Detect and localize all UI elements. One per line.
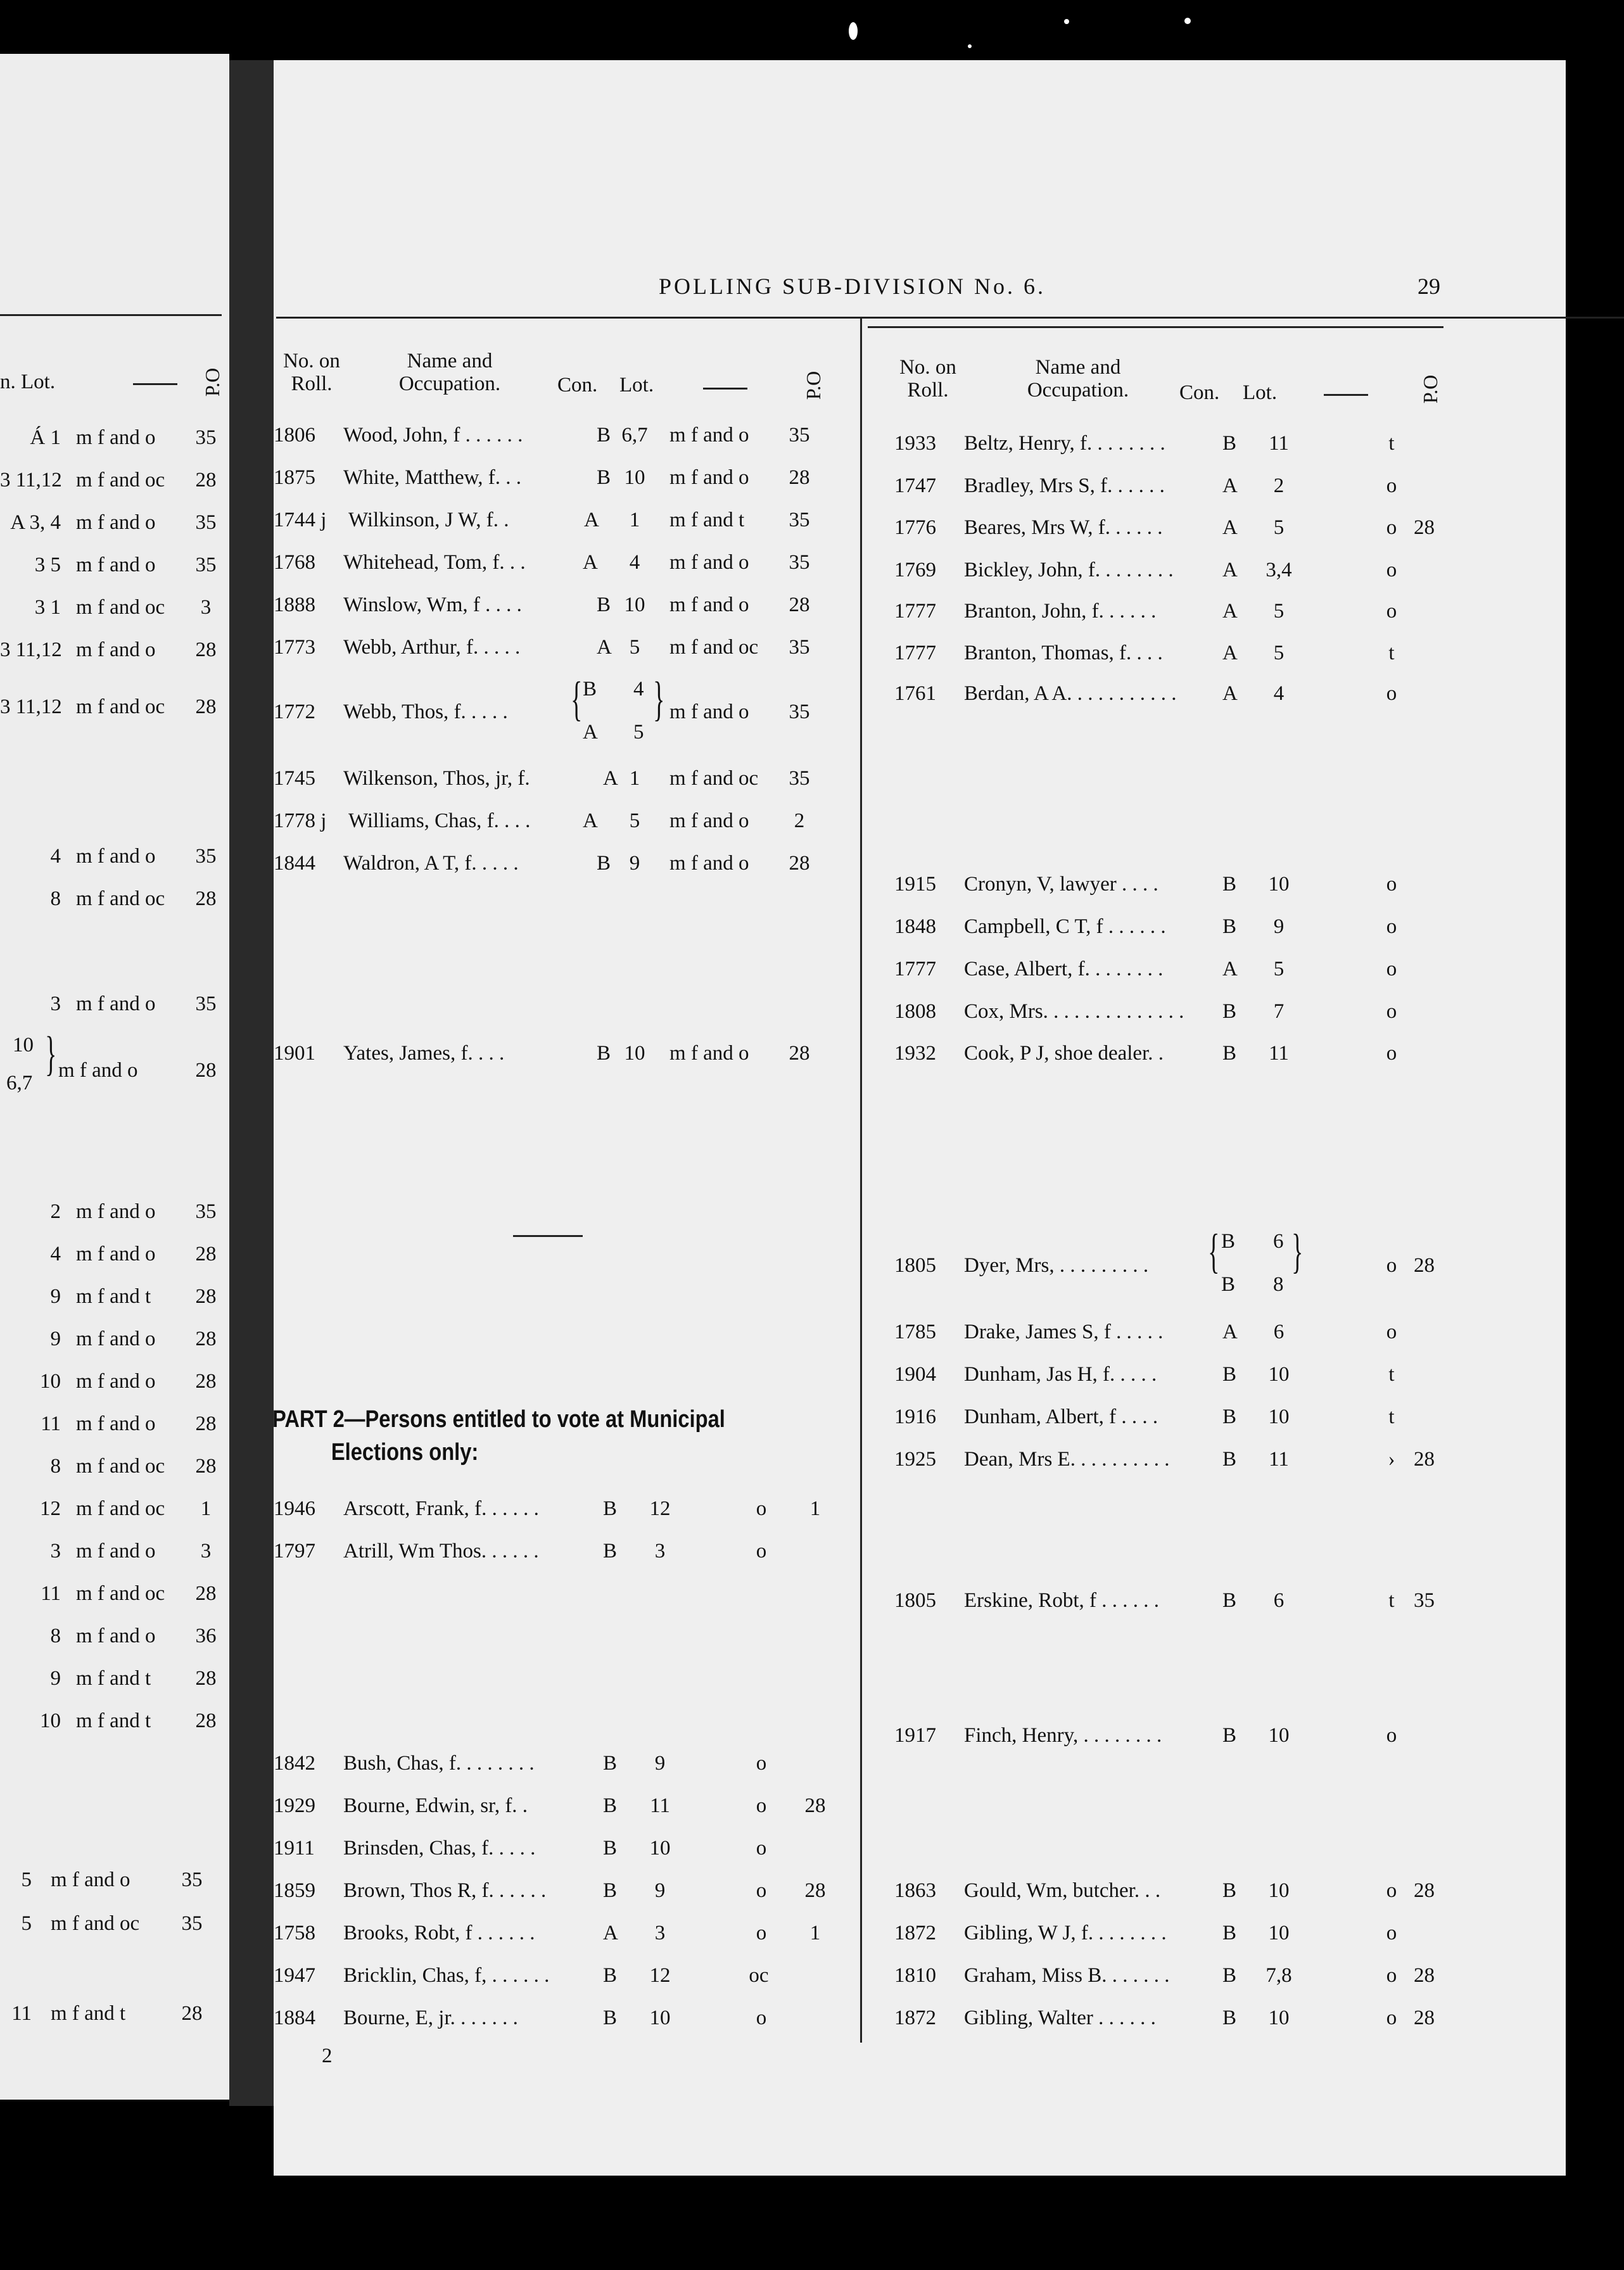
table-row: 1932 Cook, P J, shoe dealer. . B 11 o — [894, 1042, 1397, 1065]
table-row: 1884 Bourne, E, jr. . . . . . . B 10 o — [274, 2007, 767, 2029]
table-row: 1872 Gibling, W J, f. . . . . . . . B 10 o — [894, 1922, 1397, 1944]
table-row: 1776 Beares, Mrs W, f. . . . . . A 5 o 28 — [894, 516, 1435, 539]
curly-brace-icon: } — [1291, 1225, 1304, 1278]
table-row: 1872 Gibling, Walter . . . . . . B 10 o 28 — [894, 2007, 1435, 2029]
name-header: Name and Occupation. — [398, 350, 501, 395]
lot-header: Lot. — [1243, 381, 1278, 404]
table-row: 1773 Webb, Arthur, f. . . . . A 5 m f and oc 35 — [274, 636, 810, 659]
po-header: P.O — [1419, 374, 1442, 404]
dash-header — [703, 388, 747, 390]
po-header: P.O — [802, 371, 825, 400]
table-row: 1777 Branton, Thomas, f. . . . A 5 t — [894, 642, 1395, 664]
curly-brace-icon: } — [653, 673, 665, 726]
table-row: 1768 Whitehead, Tom, f. . . A 4 m f and o 35 — [274, 551, 810, 574]
table-row: 1901 Yates, James, f. . . . B 10 m f and o 28 — [274, 1042, 810, 1065]
dash-header — [133, 383, 177, 385]
header-rule — [0, 314, 222, 316]
table-row: 1904 Dunham, Jas H, f. . . . . B 10 t — [894, 1363, 1395, 1386]
table-row: 1915 Cronyn, V, lawyer . . . . B 10 o — [894, 873, 1397, 896]
lot-header: Lot. — [619, 374, 654, 396]
table-row: 1888 Winslow, Wm, f . . . . B 10 m f and o 28 — [274, 593, 810, 616]
brace-lot: 6,7 — [6, 1072, 33, 1094]
curly-brace-icon: } — [45, 1027, 57, 1081]
table-row: 1797 Atrill, Wm Thos. . . . . . B 3 o — [274, 1540, 767, 1563]
scan-speck — [1184, 18, 1191, 24]
table-row: 1911 Brinsden, Chas, f. . . . . B 10 o — [274, 1837, 767, 1860]
table-row: 1806 Wood, John, f . . . . . . B 6,7 m f and o 35 — [274, 424, 810, 447]
po-header: P.O — [201, 367, 224, 397]
table-row: 1745 Wilkenson, Thos, jr, f. 1 m f and oc 35 A — [274, 767, 810, 790]
column-divider — [860, 317, 862, 2043]
footer-number: 2 — [322, 2045, 333, 2067]
scan-speck — [1064, 19, 1069, 24]
con-header: Con. — [557, 374, 598, 396]
scan-speck — [849, 22, 858, 40]
table-row: 1848 Campbell, C T, f . . . . . . B 9 o — [894, 915, 1397, 938]
table-row: 1805 Erskine, Robt, f . . . . . . B 6 t 35 — [894, 1589, 1435, 1612]
brace-lot: 10 — [13, 1034, 34, 1056]
book-gutter — [229, 60, 274, 2106]
table-row: 1761 Berdan, A A. . . . . . . . . . . A 4 o — [894, 682, 1397, 705]
dash-header — [1324, 394, 1368, 396]
table-row: 1929 Bourne, Edwin, sr, f. . B 11 o 28 — [274, 1794, 826, 1817]
roll-header: No. on Roll. — [899, 356, 956, 402]
table-row: 1917 Finch, Henry, . . . . . . . . B 10 o — [894, 1724, 1397, 1747]
table-row: 1844 Waldron, A T, f. . . . . B 9 m f and o 28 — [274, 852, 810, 875]
table-row: 1859 Brown, Thos R, f. . . . . . B 9 o 28 — [274, 1879, 826, 1902]
table-row: 1778 j Williams, Chas, f. . . . A 5 m f and o 2 — [274, 809, 805, 832]
curly-brace-icon: { — [1208, 1225, 1220, 1278]
table-row: 1808 Cox, Mrs. . . . . . . . . . . . . . B 7 o — [894, 1000, 1397, 1023]
header-rule — [276, 317, 1624, 319]
table-row: 1805 Dyer, Mrs, . . . . . . . . . { B B 6 8 } o 28 — [894, 1225, 1435, 1296]
table-row: 1842 Bush, Chas, f. . . . . . . . B 9 o — [274, 1752, 767, 1775]
table-row: 1810 Graham, Miss B. . . . . . . B 7,8 o 28 — [894, 1964, 1435, 1987]
table-row: 1925 Dean, Mrs E. . . . . . . . . . B 11 › 28 — [894, 1448, 1435, 1471]
table-row: 1744 j Wilkinson, J W, f. . A 1 m f and t 35 — [274, 509, 810, 531]
table-row: 1785 Drake, James S, f . . . . . A 6 o — [894, 1321, 1397, 1343]
scan-speck — [968, 44, 972, 48]
curly-brace-icon: { — [571, 673, 583, 726]
table-row: 1863 Gould, Wm, butcher. . . B 10 o 28 — [894, 1879, 1435, 1902]
table-row: 1769 Bickley, John, f. . . . . . . . A 3,4 o — [894, 559, 1397, 581]
lot-header: n. Lot. — [0, 371, 56, 393]
table-row: 1777 Branton, John, f. . . . . . A 5 o — [894, 600, 1397, 623]
table-row: 1758 Brooks, Robt, f . . . . . . A 3 o 1 — [274, 1922, 821, 1944]
table-row: 1772 Webb, Thos, f. . . . . { B A 4 5 } m f and o 35 — [274, 673, 810, 744]
table-row: 1875 White, Matthew, f. . . B 10 m f and o 28 — [274, 466, 810, 489]
header-bottom-rule — [868, 326, 1443, 328]
part2-heading-line2: Elections only: — [331, 1439, 479, 1466]
table-row: 1916 Dunham, Albert, f . . . . B 10 t — [894, 1405, 1395, 1428]
name-header: Name and Occupation. — [1027, 356, 1129, 402]
page-title: POLLING SUB-DIVISION No. 6. — [659, 274, 1046, 299]
section-divider — [513, 1235, 583, 1237]
page-number: 29 — [1418, 274, 1440, 299]
table-row: 1747 Bradley, Mrs S, f. . . . . . A 2 o — [894, 474, 1397, 497]
table-row: 1946 Arscott, Frank, f. . . . . . B 12 o 1 — [274, 1497, 821, 1520]
table-row: 1777 Case, Albert, f. . . . . . . . A 5 o — [894, 958, 1397, 980]
table-row: 1947 Bricklin, Chas, f, . . . . . . B 12 oc — [274, 1964, 769, 1987]
part2-heading — [272, 1403, 725, 1469]
part2-heading-line1: PART 2—Persons entitled to vote at Municipal — [272, 1406, 725, 1433]
table-row: 1933 Beltz, Henry, f. . . . . . . . B 11 t — [894, 432, 1395, 455]
con-header: Con. — [1179, 381, 1220, 404]
roll-header: No. on Roll. — [283, 350, 340, 395]
